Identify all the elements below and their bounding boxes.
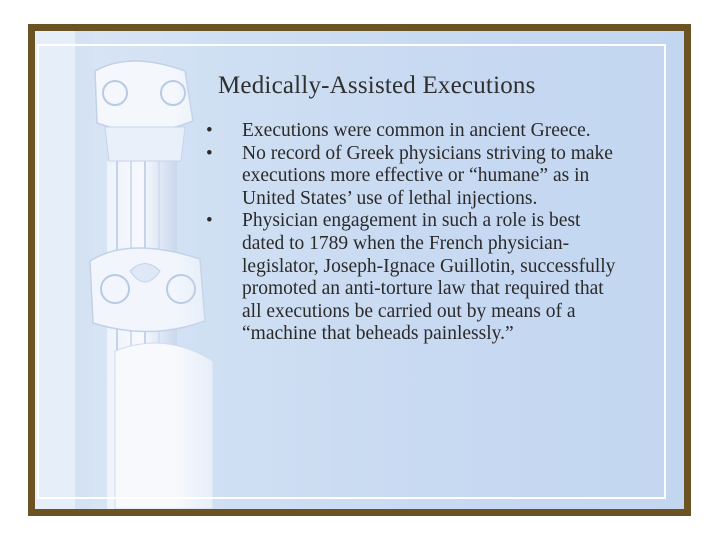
bullet-icon: • bbox=[206, 142, 213, 164]
bullet-icon: • bbox=[206, 120, 213, 141]
bullet-item bbox=[200, 210, 620, 346]
bullet-list bbox=[200, 120, 620, 346]
slide-title: Medically-Assisted Executions bbox=[218, 72, 536, 99]
bullet-text: No record of Greek physicians striving to make executions more effective or “humane” as in United States’ use of lethal injections. bbox=[242, 142, 613, 209]
bullet-text: Executions were common in ancient Greece. bbox=[242, 120, 591, 141]
bullet-icon: • bbox=[206, 210, 213, 232]
bullet-item bbox=[200, 120, 620, 143]
bullet-text: Physician engagement in such a role is best dated to 1789 when the French physician-legislator, Joseph-Ignace Guillotin, successfully promoted an anti-torture law that required that all executions be carried out by means of a “machine that beheads painlessly.” bbox=[242, 210, 616, 345]
bullet-item bbox=[200, 143, 620, 211]
